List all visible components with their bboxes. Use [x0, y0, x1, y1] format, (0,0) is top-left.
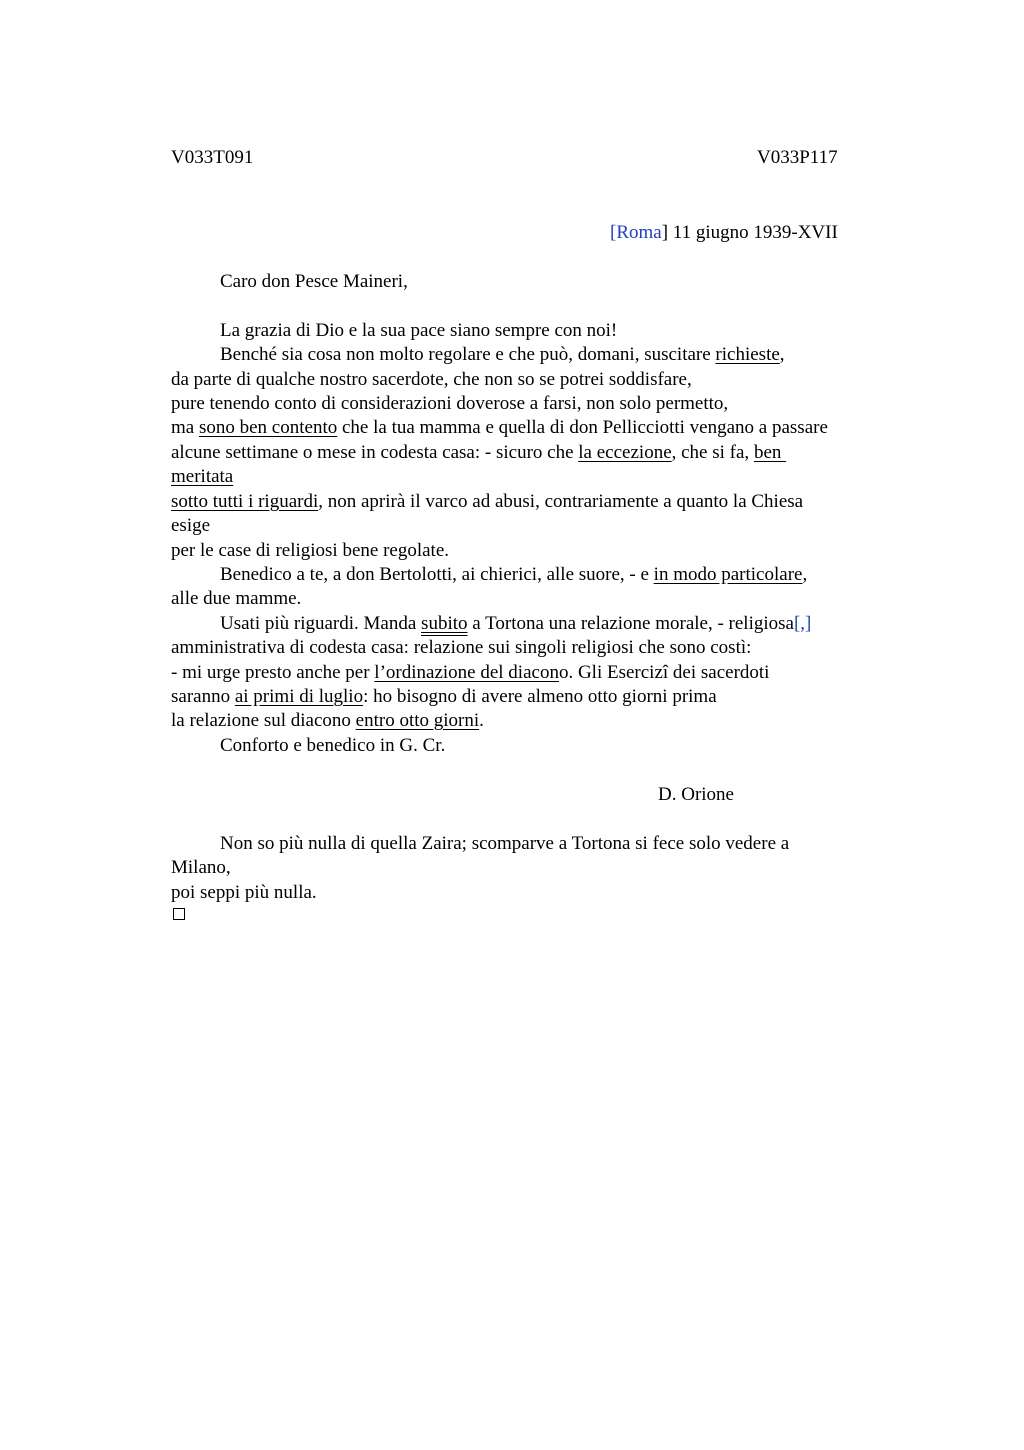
text-run: : ho bisogno di avere almeno otto giorni prima	[363, 686, 717, 707]
underlined-text: ben	[753, 442, 787, 463]
body-line	[171, 685, 717, 709]
page-code-right: V033P117	[757, 147, 838, 168]
postscript-line: poi seppi più nulla.	[171, 882, 317, 903]
text-run: , non aprirà il varco ad abusi, contrariamente a quanto la Chiesa	[318, 491, 804, 512]
end-marker-box	[173, 908, 185, 920]
text-run: saranno	[171, 686, 235, 707]
text-run: dei sacerdoti	[668, 662, 770, 683]
text-run: - mi urge presto anche per	[171, 662, 375, 683]
underlined-text: richieste	[715, 344, 780, 365]
underlined-text: sono ben contento	[198, 417, 338, 438]
underlined-text: meritata	[171, 466, 234, 487]
body-line	[171, 465, 233, 489]
body-line	[171, 661, 769, 685]
underlined-text: entro otto giorni	[355, 710, 480, 731]
dateline-bracket: [	[610, 222, 617, 243]
underlined-text: l’ordinazione del diacon	[374, 662, 559, 683]
body-line	[171, 709, 484, 733]
text-run: , che si fa,	[671, 442, 754, 463]
body-line: pure tenendo conto di considerazioni doverose a farsi, non solo permetto,	[171, 393, 729, 414]
body-line	[171, 416, 828, 440]
text-run: Usati più riguardi. Manda	[220, 613, 422, 634]
underlined-text: in modo particolare	[653, 564, 803, 585]
body-line	[171, 490, 803, 514]
dateline-date: ] 11 giugno 1939-XVII	[661, 222, 838, 243]
double-underlined-text: subito	[421, 613, 468, 634]
body-line	[220, 343, 785, 367]
body-line	[220, 563, 807, 587]
body-line: da parte di qualche nostro sacerdote, che non so se potrei soddisfare,	[171, 369, 692, 390]
text-run: ,	[802, 564, 808, 585]
editorial-insertion: [,]	[793, 613, 812, 634]
postscript-line: Milano,	[171, 857, 231, 878]
salutation: Caro don Pesce Maineri,	[220, 271, 408, 292]
text-run: la relazione sul diacono	[171, 710, 356, 731]
text-run: che la tua mamma e quella di don Pellicciotti vengano a passare	[337, 417, 828, 438]
closing-line: Conforto e benedico in G. Cr.	[220, 735, 446, 756]
body-line	[220, 612, 811, 636]
underlined-text: ai primi di luglio	[234, 686, 364, 707]
text-run: o. Gli Esercizi	[558, 662, 669, 683]
body-line: La grazia di Dio e la sua pace siano sempre con noi!	[220, 320, 618, 341]
text-run: Benché sia cosa non molto regolare e che può, domani, suscitare	[220, 344, 716, 365]
dateline	[610, 221, 838, 245]
body-line: alle due mamme.	[171, 588, 302, 609]
postscript-line: Non so più nulla di quella Zaira; scomparve a Tortona si fece solo vedere a	[220, 833, 790, 854]
text-run: Benedico a te, a don Bertolotti, ai chierici, alle suore, - e	[220, 564, 654, 585]
document-code-left: V033T091	[171, 147, 254, 168]
underlined-text: sotto tutti i riguardi	[171, 491, 319, 512]
body-line: per le case di religiosi bene regolate.	[171, 540, 450, 561]
dateline-place: Roma	[616, 222, 662, 243]
text-run: .	[479, 710, 484, 731]
text-run: alcune settimane o mese in codesta casa: - sicuro che	[171, 442, 579, 463]
body-line: esige	[171, 515, 211, 536]
underlined-text: la eccezione	[578, 442, 672, 463]
body-line: amministrativa di codesta casa: relazione sui singoli religiosi che sono costì:	[171, 637, 752, 658]
signature: D. Orione	[658, 784, 734, 805]
body-line	[171, 441, 786, 465]
text-run: a Tortona una relazione morale, - religiosa	[467, 613, 794, 634]
text-run: ,	[779, 344, 785, 365]
text-run: ma	[171, 417, 199, 438]
